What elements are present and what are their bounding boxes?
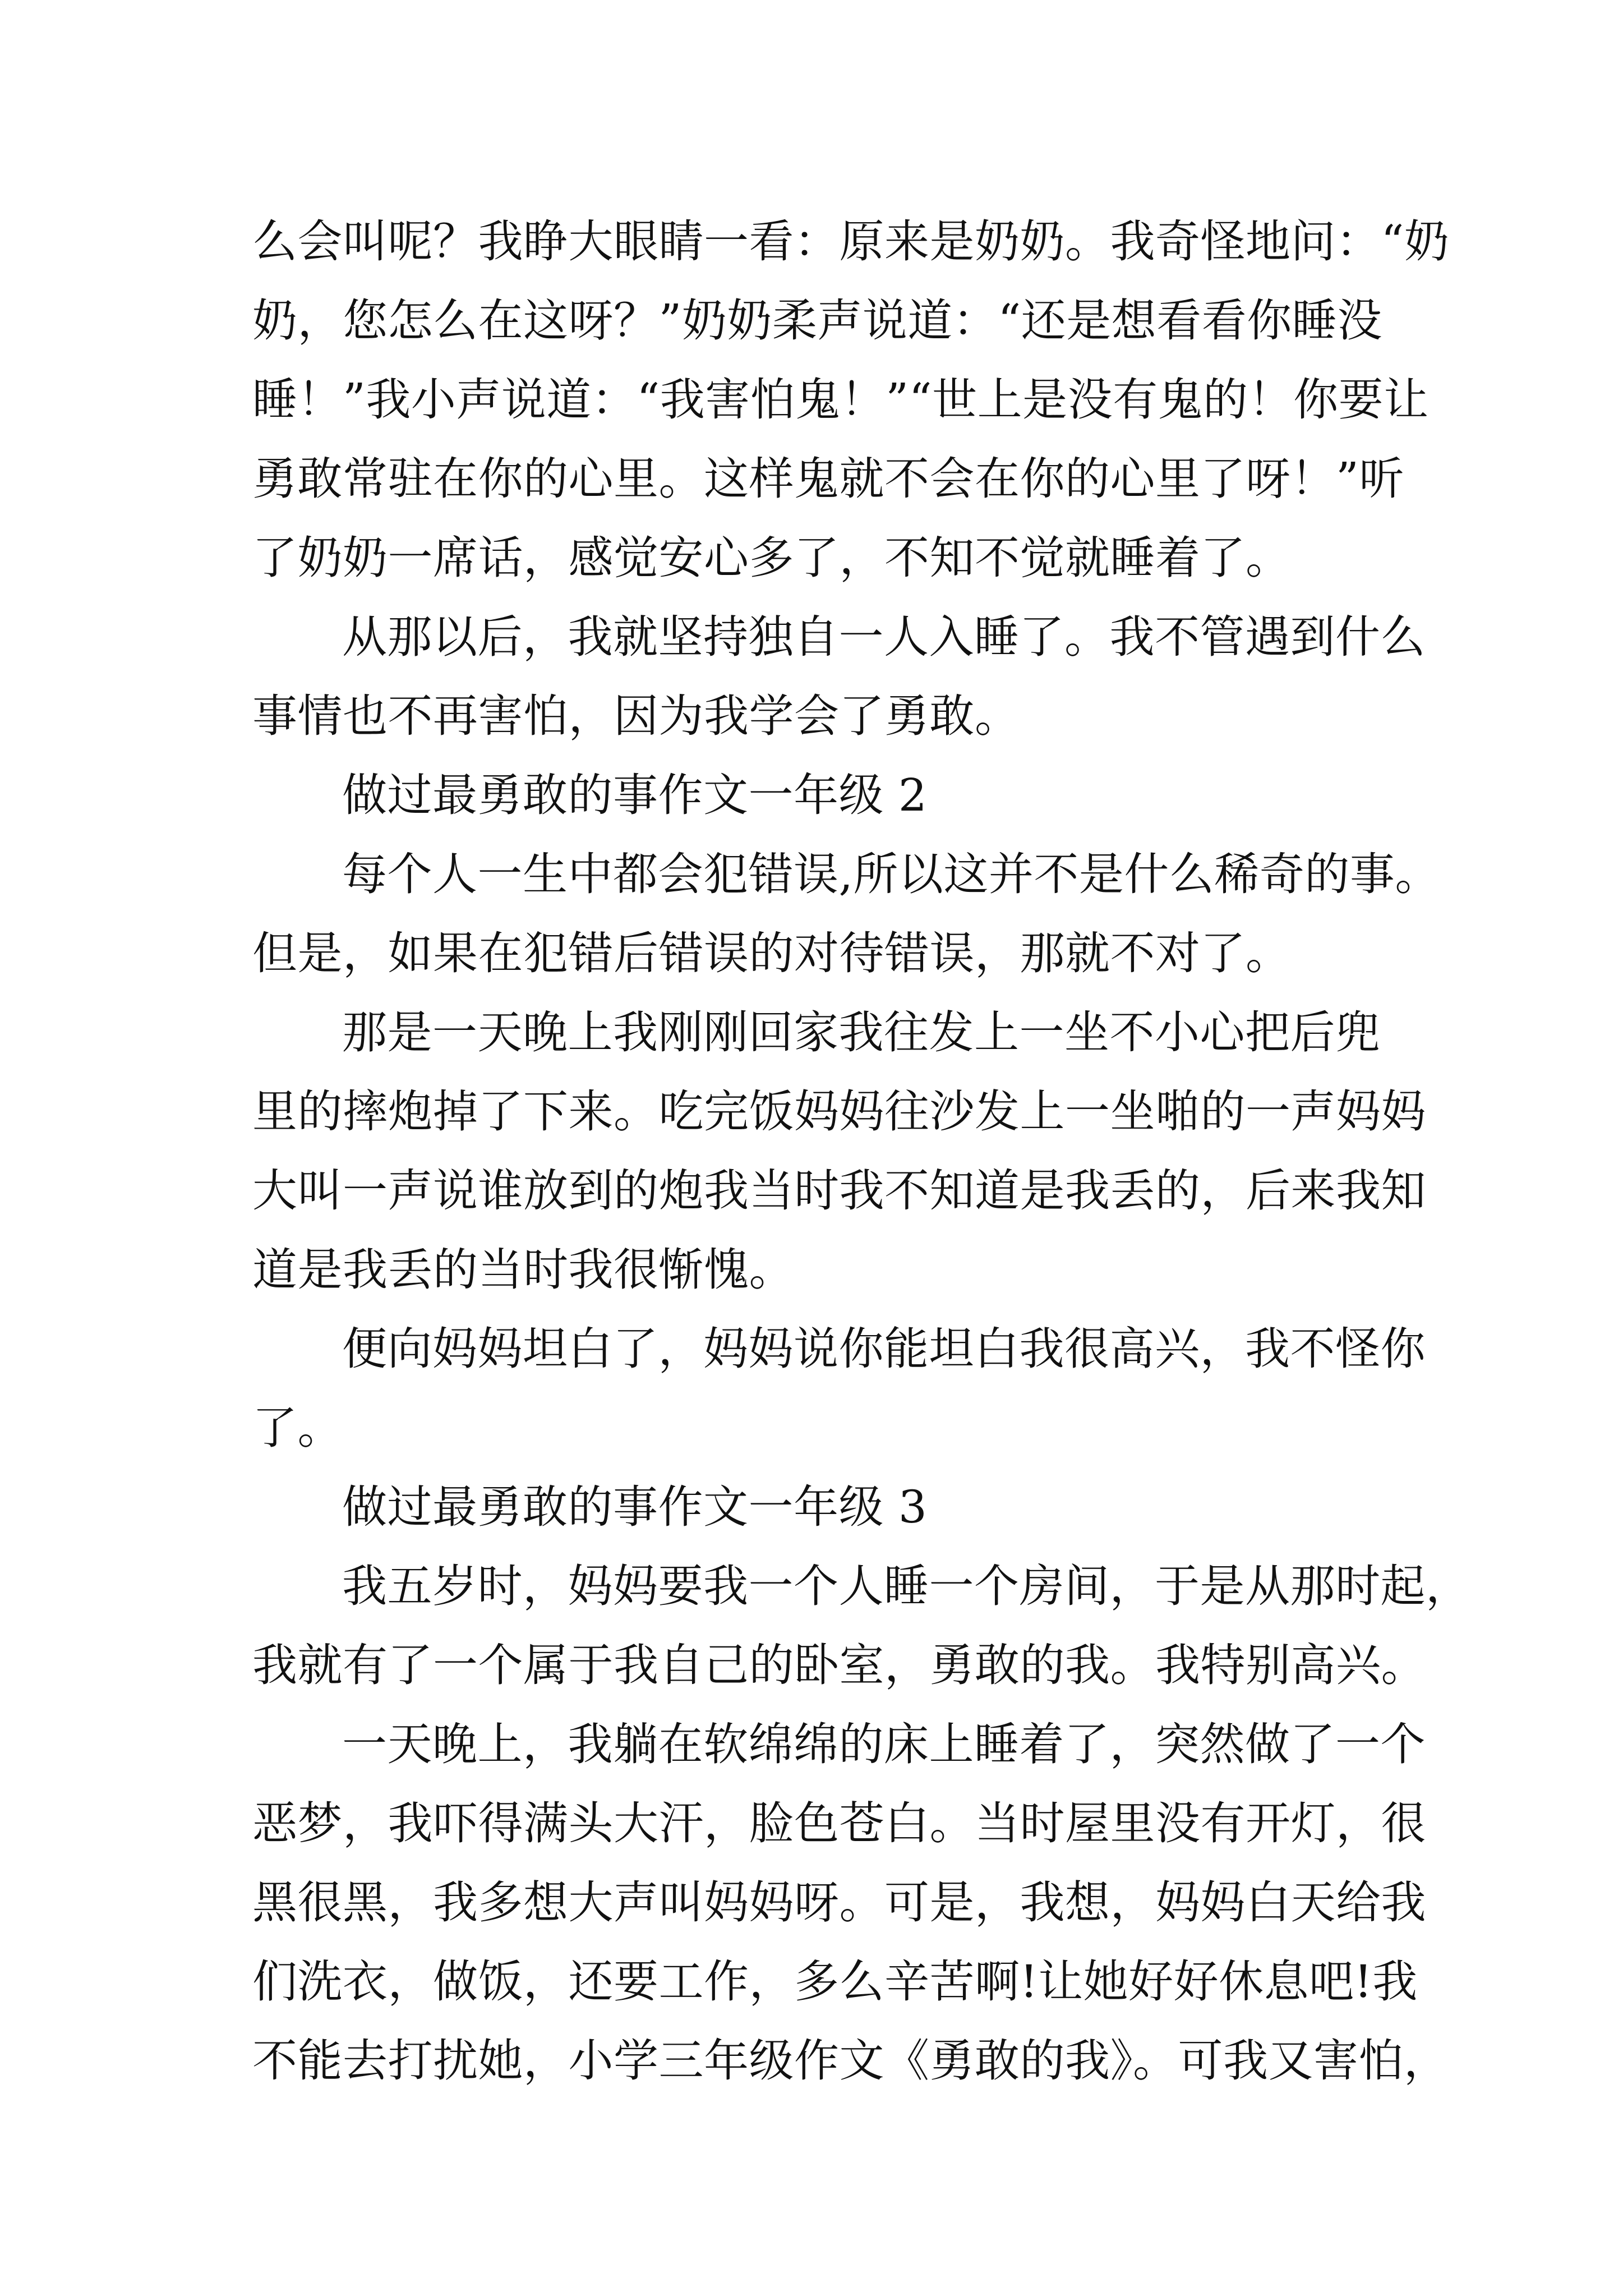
text-line: 不能去打扰她，小学三年级作文《勇敢的我》。可我又害怕，: [252, 2035, 1449, 2087]
text-line: 里的摔炮掉了下来。吃完饭妈妈往沙发上一坐啪的一声妈妈: [252, 1085, 1426, 1138]
text-line: 睡！”我小声说道：“我害怕鬼！”“世上是没有鬼的！你要让: [252, 374, 1429, 426]
text-line: 勇敢常驻在你的心里。这样鬼就不会在你的心里了呀！”听: [252, 453, 1404, 505]
document-body: [252, 202, 1471, 2100]
paragraph-first-line: 每个人一生中都会犯错误,所以这并不是什么稀奇的事。: [342, 848, 1440, 900]
section-heading: 做过最勇敢的事作文一年级 3: [342, 1481, 928, 1533]
text-line: 恶梦，我吓得满头大汗，脸色苍白。当时屋里没有开灯，很: [252, 1797, 1426, 1849]
text-line: 道是我丢的当时我很惭愧。: [252, 1244, 794, 1296]
text-line: 了奶奶一席话，感觉安心多了，不知不觉就睡着了。: [252, 532, 1291, 584]
paragraph-first-line: 我五岁时，妈妈要我一个人睡一个房间，于是从那时起，: [342, 1560, 1471, 1612]
text-line: 奶，您怎么在这呀？”奶奶柔声说道：“还是想看看你睡没: [252, 295, 1382, 347]
text-line: 黑很黑，我多想大声叫妈妈呀。可是，我想，妈妈白天给我: [252, 1876, 1426, 1929]
text-line: 了。: [252, 1402, 343, 1454]
paragraph-first-line: 便向妈妈坦白了，妈妈说你能坦白我很高兴，我不怪你: [342, 1323, 1426, 1375]
paragraph-first-line: 一天晚上，我躺在软绵绵的床上睡着了，突然做了一个: [342, 1718, 1426, 1770]
text-line: 们洗衣，做饭，还要工作，多么辛苦啊!让她好好休息吧!我: [252, 1955, 1418, 2008]
paragraph-first-line: 那是一天晚上我刚刚回家我往发上一坐不小心把后兜: [342, 1006, 1381, 1059]
text-line: 我就有了一个属于我自己的卧室，勇敢的我。我特别高兴。: [252, 1639, 1426, 1691]
text-line: 么会叫呢？我睁大眼睛一看：原来是奶奶。我奇怪地问：“奶: [252, 215, 1450, 268]
paragraph-first-line: 从那以后，我就坚持独自一人入睡了。我不管遇到什么: [342, 611, 1426, 663]
text-line: 大叫一声说谁放到的炮我当时我不知道是我丢的，后来我知: [252, 1165, 1426, 1217]
text-line: 但是，如果在犯错后错误的对待错误，那就不对了。: [252, 927, 1291, 979]
text-line: 事情也不再害怕，因为我学会了勇敢。: [252, 690, 1020, 742]
section-heading: 做过最勇敢的事作文一年级 2: [342, 769, 928, 821]
